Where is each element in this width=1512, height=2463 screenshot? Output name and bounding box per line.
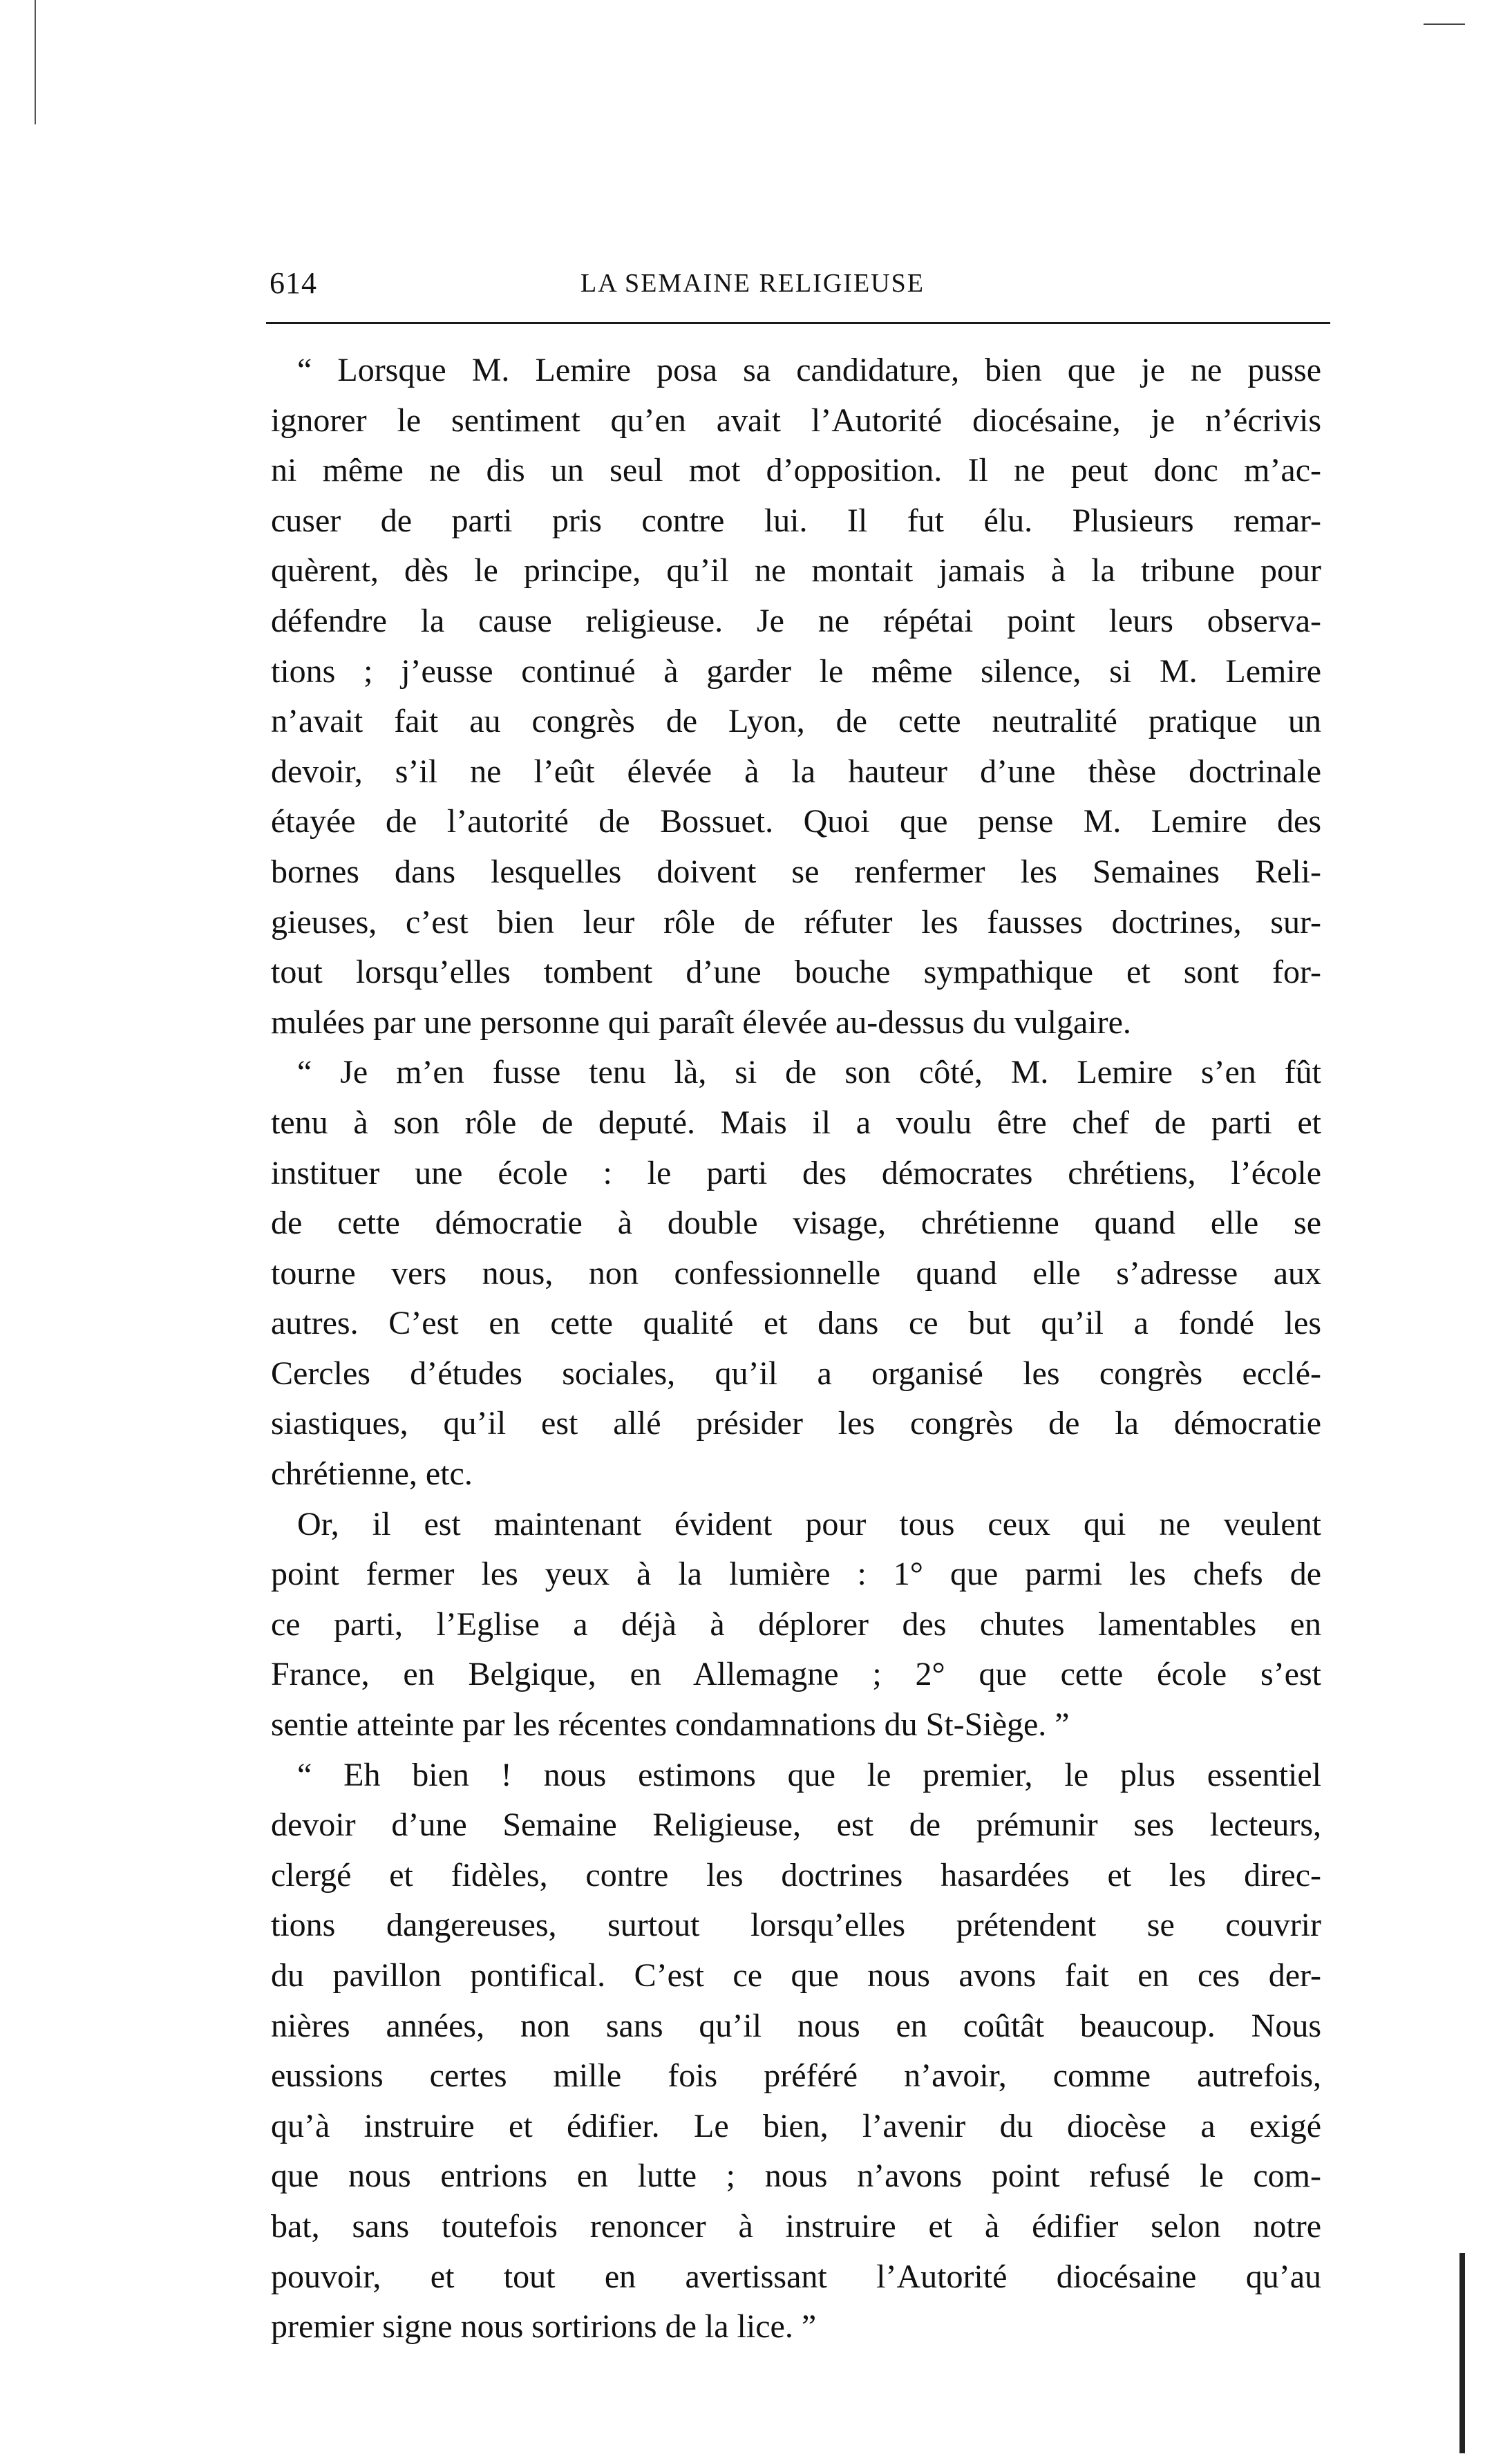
text-line: défendre la cause religieuse. Je ne répétai point leurs observa- (271, 602, 1321, 639)
text-line: cuser de parti pris contre lui. Il fut élu. Plusieurs remar- (271, 502, 1321, 539)
page-number: 614 (270, 266, 317, 300)
running-title: LA SEMAINE RELIGIEUSE (580, 269, 925, 298)
text-line: France, en Belgique, en Allemagne ; 2° que cette école s’est (271, 1656, 1321, 1693)
text-line: devoir, s’il ne l’eût élevée à la hauteur d’une thèse doctrinale (271, 753, 1321, 790)
scan-margin-mark (1424, 23, 1465, 25)
text-line: ignorer le sentiment qu’en avait l’Autorité diocésaine, je n’écrivis (271, 402, 1321, 439)
text-line: mulées par une personne qui paraît élevée au-dessus du vulgaire. (271, 1003, 1131, 1041)
text-line: étayée de l’autorité de Bossuet. Quoi que pense M. Lemire des (271, 803, 1321, 840)
text-line: tenu à son rôle de deputé. Mais il a voulu être chef de parti et (271, 1104, 1321, 1141)
text-line: premier signe nous sortirions de la lice. ” (271, 2308, 817, 2346)
text-line: que nous entrions en lutte ; nous n’avons point refusé le com- (271, 2158, 1321, 2195)
text-line: Or, il est maintenant évident pour tous ceux qui ne veulent (297, 1505, 1321, 1542)
text-line: “ Je m’en fusse tenu là, si de son côté, M. Lemire s’en fût (297, 1054, 1321, 1091)
text-line: point fermer les yeux à la lumière : 1° que parmi les chefs de (271, 1556, 1321, 1593)
text-line: tions ; j’eusse continué à garder le même silence, si M. Lemire (271, 652, 1321, 690)
text-line: chrétienne, etc. (271, 1455, 473, 1493)
paragraph (271, 1750, 1321, 2352)
text-line: pouvoir, et tout en avertissant l’Autorité diocésaine qu’au (271, 2258, 1321, 2295)
text-line: n’avait fait au congrès de Lyon, de cette neutralité pratique un (271, 703, 1321, 740)
scan-margin-mark (35, 0, 36, 124)
text-line: bornes dans lesquelles doivent se renfermer les Semaines Reli- (271, 853, 1321, 890)
text-line: quèrent, dès le principe, qu’il ne montait jamais à la tribune pour (271, 552, 1321, 589)
text-line: “ Eh bien ! nous estimons que le premier, le plus essentiel (297, 1756, 1321, 1793)
text-line: tourne vers nous, non confessionnelle quand elle s’adresse aux (271, 1254, 1321, 1292)
text-line: de cette démocratie à double visage, chrétienne quand elle se (271, 1205, 1321, 1242)
text-line: sentie atteinte par les récentes condamnations du St-Siège. ” (271, 1706, 1070, 1744)
text-line: ni même ne dis un seul mot d’opposition. Il ne peut donc m’ac- (271, 452, 1321, 489)
text-line: siastiques, qu’il est allé présider les congrès de la démocratie (271, 1405, 1321, 1442)
text-line: eussions certes mille fois préféré n’avoir, comme autrefois, (271, 2057, 1321, 2095)
text-line: devoir d’une Semaine Religieuse, est de prémunir ses lecteurs, (271, 1806, 1321, 1844)
text-line: Cercles d’études sociales, qu’il a organisé les congrès ecclé- (271, 1355, 1321, 1392)
text-line: du pavillon pontifical. C’est ce que nous avons fait en ces der- (271, 1957, 1321, 1994)
text-line: nières années, non sans qu’il nous en coûtât beaucoup. Nous (271, 2007, 1321, 2044)
text-line: qu’à instruire et édifier. Le bien, l’avenir du diocèse a exigé (271, 2107, 1321, 2144)
text-line: autres. C’est en cette qualité et dans ce but qu’il a fondé les (271, 1305, 1321, 1342)
text-line: instituer une école : le parti des démocrates chrétiens, l’école (271, 1154, 1321, 1191)
paragraph (271, 1500, 1321, 1750)
scan-margin-mark (1459, 2253, 1465, 2453)
body-text (271, 346, 1321, 2352)
header-rule (266, 322, 1330, 324)
text-line: bat, sans toutefois renoncer à instruire et à édifier selon notre (271, 2207, 1321, 2245)
text-line: clergé et fidèles, contre les doctrines hasardées et les direc- (271, 1856, 1321, 1894)
text-line: tout lorsqu’elles tombent d’une bouche sympathique et sont for- (271, 954, 1321, 991)
paragraph (271, 1048, 1321, 1499)
text-line: tions dangereuses, surtout lorsqu’elles prétendent se couvrir (271, 1907, 1321, 1944)
page-header (270, 265, 1334, 307)
paragraph (271, 346, 1321, 1048)
text-line: ce parti, l’Eglise a déjà à déplorer des chutes lamentables en (271, 1605, 1321, 1643)
text-line: “ Lorsque M. Lemire posa sa candidature, bien que je ne pusse (297, 352, 1321, 388)
text-line: gieuses, c’est bien leur rôle de réfuter les fausses doctrines, sur- (271, 903, 1321, 941)
